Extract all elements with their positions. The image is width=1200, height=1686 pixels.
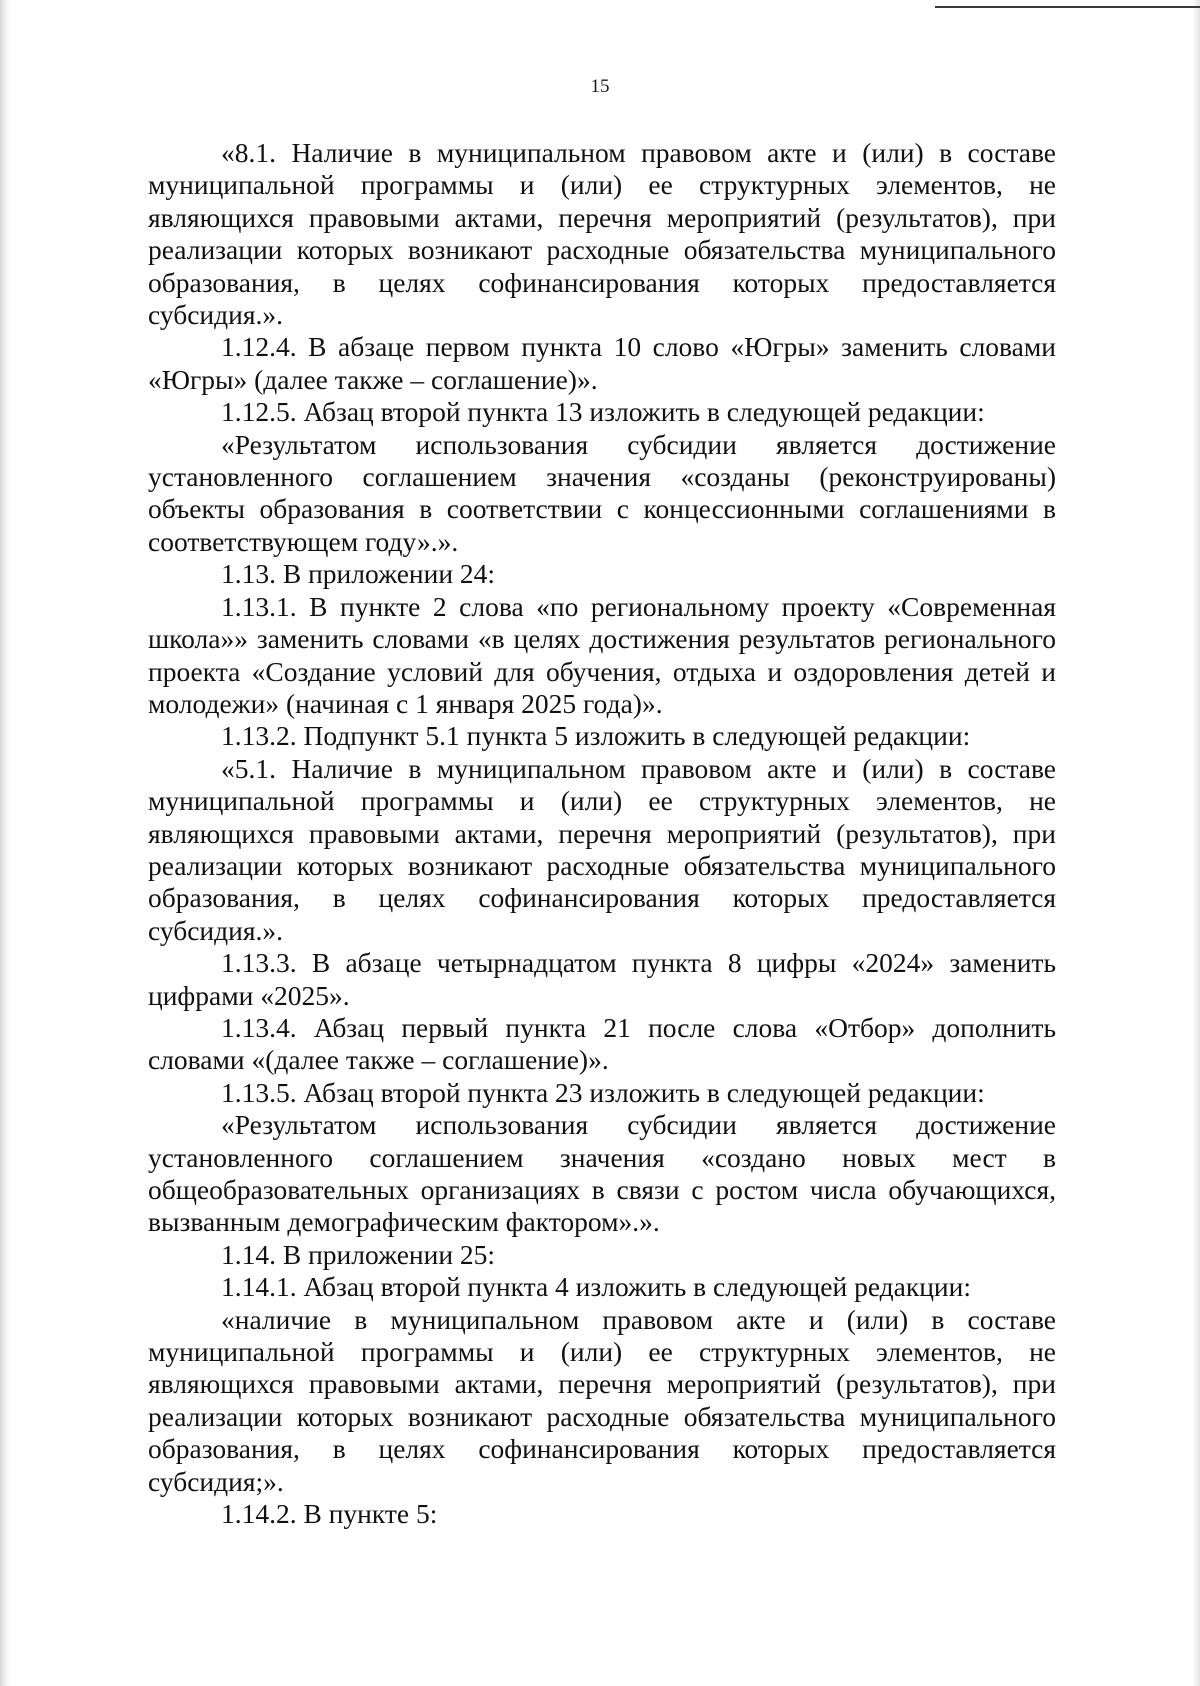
page-number: 15 [590,76,610,97]
scan-edge-right [1192,0,1200,1686]
paragraph: 1.13.4. Абзац первый пункта 21 после слова «Отбор» дополнить словами «(далее также – соглашение)». [148,1011,1056,1076]
top-rule [935,6,1200,8]
paragraph: «наличие в муниципальном правовом акте и (или) в составе муниципальной программы и (или) ее структурных элементов, не являющихся правовыми актами, перечня мероприятий (результатов), при реализации которых возникают расходные обязательства муниципального образования, в целях софинансирования которых предоставляется субсидия;». [148,1303,1056,1497]
paragraph: 1.14.2. В пункте 5: [221,1498,438,1530]
paragraph: 1.12.5. Абзац второй пункта 13 изложить в следующей редакции: [221,396,985,428]
paragraph: 1.14. В приложении 25: [221,1238,496,1270]
paragraph: 1.12.4. В абзаце первом пункта 10 слово «Югры» заменить словами «Югры» (далее также – соглашение)». [148,331,1056,395]
paragraph: «8.1. Наличие в муниципальном правовом акте и (или) в составе муниципальной программы и (или) ее структурных элементов, не являющихся правовыми актами, перечня мероприятий (результатов), при реализации которых возникают расходные обязательства муниципального образования, в целях софинансирования которых предоставляется субсидия.». [148,137,1056,331]
paragraph: 1.13.2. Подпункт 5.1 пункта 5 изложить в следующей редакции: [221,720,971,752]
paragraph: «Результатом использования субсидии является достижение установленного соглашением значения «созданы (реконструированы) объекты образования в соответствии с концессионными соглашениями в соответствующем году».». [148,428,1056,557]
paragraph: 1.13.3. В абзаце четырнадцатом пункта 8 цифры «2024» заменить цифрами «2025». [148,947,1056,1011]
document-body [148,137,1056,1530]
paragraph: 1.13.5. Абзац второй пункта 23 изложить в следующей редакции: [221,1076,985,1108]
scan-edge-left [0,0,10,1686]
paragraph: 1.13. В приложении 24: [221,558,496,590]
paragraph: «Результатом использования субсидии является достижение установленного соглашением значения «создано новых мест в общеобразовательных организациях в связи с ростом числа обучающихся, вызванным демографическим фактором».». [148,1109,1056,1238]
paragraph: 1.13.1. В пункте 2 слова «по региональному проекту «Современная школа»» заменить словами «в целях достижения результатов регионального проекта «Создание условий для обучения, отдыха и оздоровления детей и молодежи» (начиная с 1 января 2025 года)». [148,590,1056,719]
paragraph: «5.1. Наличие в муниципальном правовом акте и (или) в составе муниципальной программы и (или) ее структурных элементов, не являющихся правовыми актами, перечня мероприятий (результатов), при реализации которых возникают расходные обязательства муниципального образования, в целях софинансирования которых предоставляется субсидия.». [148,752,1056,946]
paragraph: 1.14.1. Абзац второй пункта 4 изложить в следующей редакции: [221,1271,972,1303]
